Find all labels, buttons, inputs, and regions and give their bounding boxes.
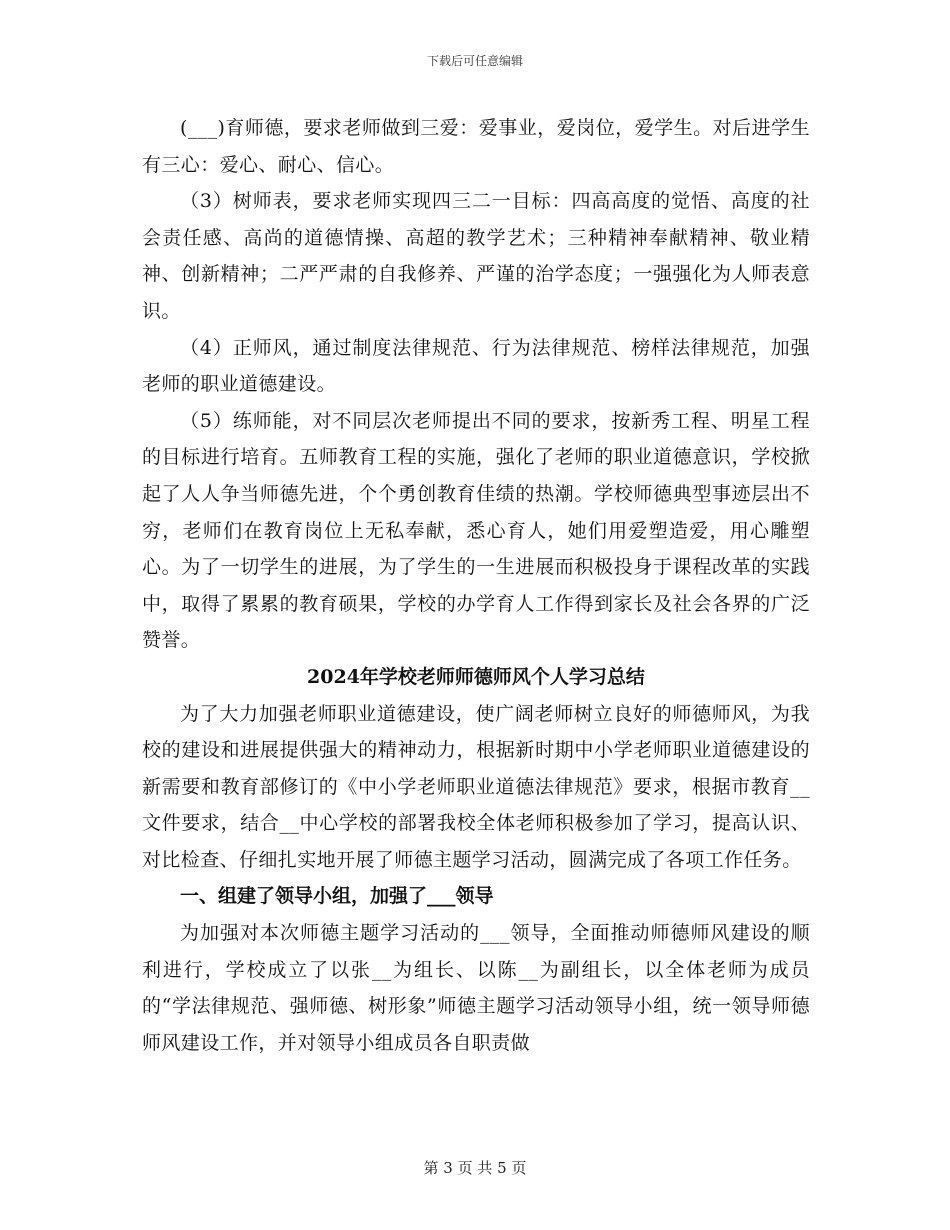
page-header: 下载后可任意编辑 — [426, 54, 523, 68]
page-footer: 第 3 页 共 5 页 — [423, 1159, 527, 1177]
document-body — [142, 110, 810, 1061]
paragraph-section-1: 为加强对本次师德主题学习活动的___领导，全面推动师德师风建设的顺利进行，学校成立了以张__为组长、以陈__为副组长，以全体老师为成员的“学法律规范、强师德、树形象”师德主题学习活动领导小组，统一领导师德师风建设工作，并对领导小组成员各自职责做 — [142, 922, 810, 1054]
paragraph-correct-style: （4）正师风，通过制度法律规范、行为法律规范、榜样法律规范，加强老师的职业道德建设。 — [142, 336, 810, 396]
section-heading-1: 一、组建了领导小组，加强了___领导 — [180, 885, 494, 908]
paragraph-role-model: （3）树师表，要求老师实现四三二一目标：四高高度的觉悟、高度的社会责任感、高尚的道德情操、高超的教学艺术；三种精神奉献精神、敬业精神、创新精神；二严严肃的自我修养、严谨的治学态度；一强强化为人师表意识。 — [142, 190, 810, 322]
paragraph-intro: 为了大力加强老师职业道德建设，使广阔老师树立良好的师德师风，为我校的建设和进展提供强大的精神动力，根据新时期中小学老师职业道德建设的新需要和教育部修订的《中小学老师职业道德法律规范》要求，根据市教育__文件要求，结合__中心学校的部署我校全体老师积极参加了学习，提高认识、对比检查、仔细扎实地开展了师德主题学习活动，圆满完成了各项工作任务。 — [142, 702, 810, 871]
paragraph-train-skills: （5）练师能，对不同层次老师提出不同的要求，按新秀工程、明星工程的目标进行培育。五师教育工程的实施，强化了老师的职业道德意识，学校掀起了人人争当师德先进，个个勇创教育佳绩的热潮。学校师德典型事迹层出不穷，老师们在教育岗位上无私奉献，悉心育人，她们用爱塑造爱，用心雕塑心。为了一切学生的进展，为了学生的一生进展而积极投身于课程改革的实践中，取得了累累的教育硕果，学校的办学育人工作得到家长及社会各界的广泛赞誉。 — [142, 409, 810, 652]
paragraph-cultivate-ethics: (___)育师德，要求老师做到三爱：爱事业，爱岗位，爱学生。对后进学生有三心：爱心、耐心、信心。 — [142, 117, 810, 176]
section-title: 2024年学校老师师德师风个人学习总结 — [307, 665, 645, 688]
